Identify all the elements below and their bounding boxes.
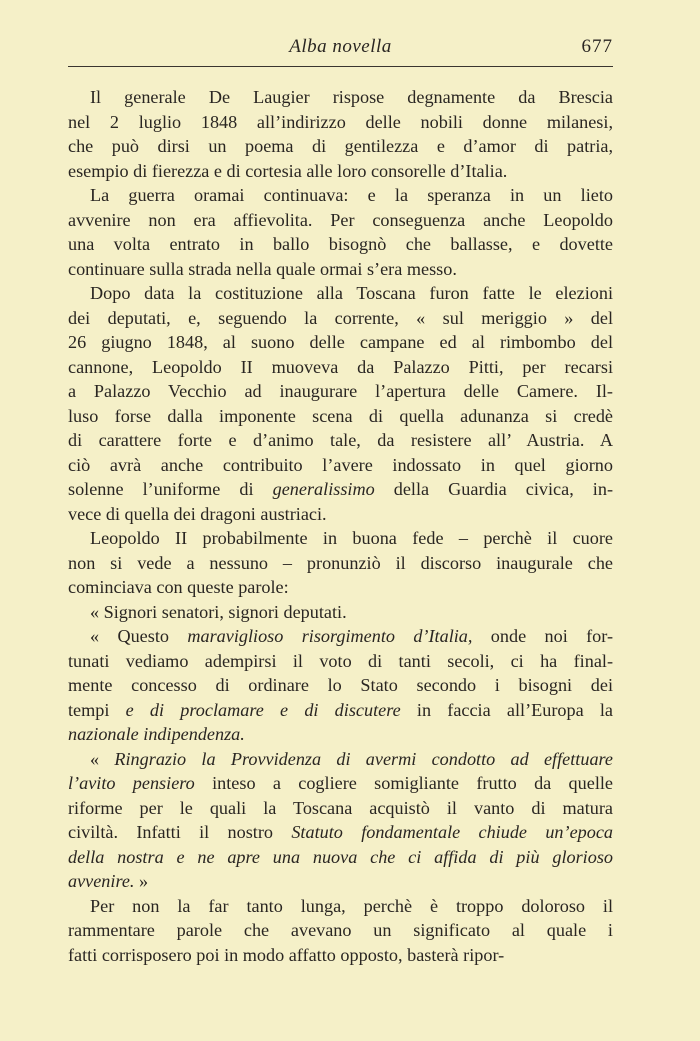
page-header — [68, 36, 613, 64]
text-line: a Palazzo Vecchio ad inaugurare l’apertura delle Camere. Il- — [68, 381, 613, 401]
paragraph — [68, 183, 613, 281]
text-line: cominciava con queste parole: — [68, 577, 289, 597]
text-line: di carattere forte e d’animo tale, da resistere all’ Austria. A — [68, 430, 613, 450]
text-line: « Signori senatori, signori deputati. — [90, 601, 347, 622]
text-line: esempio di fierezza e di cortesia alle loro consorelle d’Italia. — [68, 160, 508, 181]
paragraph — [68, 281, 613, 526]
text-line: una volta entrato in ballo bisognò che ballasse, e dovette — [68, 234, 613, 254]
text-line: tunati vediamo adempirsi il voto di tanti secoli, ci ha final- — [68, 650, 613, 671]
text-line: mente concesso di ordinare lo Stato secondo i bisogni dei — [68, 675, 613, 695]
text-line: che può dirsi un poema di gentilezza e d’amor di patria, — [68, 136, 613, 156]
italic-text: della nostra e ne apre una nuova che ci affida di più glorioso — [68, 846, 613, 867]
text-line — [68, 722, 613, 747]
text-line: civiltà. Infatti il nostro Statuto fondamentale chiude un’epoca — [68, 822, 613, 842]
text-line: avvenire non era affievolita. Per conseguenza anche Leopoldo — [68, 209, 613, 230]
text-line: Leopoldo II probabilmente in buona fede – perchè il cuore — [90, 528, 613, 548]
italic-text: Statuto fondamentale chiude un’epoca — [291, 822, 613, 842]
text-line: tempi e di proclamare e di discutere in faccia all’Europa la — [68, 699, 613, 720]
text-line: nel 2 luglio 1848 all’indirizzo delle nobili donne milanesi, — [68, 111, 613, 132]
text-line: avvenire. » — [68, 871, 149, 891]
text-line: cannone, Leopoldo II muoveva da Palazzo Pitti, per recarsi — [68, 356, 613, 377]
text-line: dei deputati, e, seguendo la corrente, « sul meriggio » del — [68, 307, 613, 328]
paragraph — [68, 624, 613, 747]
page-number: 677 — [581, 36, 613, 57]
italic-text: e di proclamare e di discutere — [125, 699, 401, 720]
text-line: 26 giugno 1848, al suono delle campane ed al rimbombo del — [68, 332, 613, 352]
text-line: vece di quella dei dragoni austriaci. — [68, 503, 327, 524]
text-line: La guerra oramai continuava: e la speranza in un lieto — [90, 185, 613, 205]
paragraph — [68, 600, 613, 625]
text-line: riforme per le quali la Toscana acquistò il vanto di matura — [68, 797, 613, 818]
italic-text: maraviglioso risorgimento d’Italia, — [187, 626, 473, 646]
italic-text: l’avito pensiero — [68, 773, 195, 793]
paragraph — [68, 85, 613, 183]
text-line: non si vede a nessuno – pronunziò il discorso inaugurale che — [68, 552, 613, 573]
body-text — [68, 85, 613, 967]
running-title: Alba novella — [289, 36, 392, 57]
text-line: Per non la far tanto lunga, perchè è troppo doloroso il — [90, 895, 613, 916]
paragraph — [68, 526, 613, 600]
text-line: continuare sulla strada nella quale ormai s’era messo. — [68, 258, 457, 279]
text-line: ciò avrà anche contribuito l’avere indossato in quel giorno — [68, 454, 613, 475]
text-line: Dopo data la costituzione alla Toscana furon fatte le elezioni — [90, 283, 613, 303]
text-line: l’avito pensiero inteso a cogliere somigliante frutto da quelle — [68, 773, 613, 793]
italic-text: generalissimo — [272, 479, 375, 499]
text-line: Il generale De Laugier rispose degnamente da Brescia — [90, 87, 613, 107]
text-line: luso forse dalla imponente scena di quella adunanza si credè — [68, 405, 613, 426]
text-line: « Questo maraviglioso risorgimento d’Italia, onde noi for- — [90, 626, 614, 646]
italic-text: Ringrazio la Provvidenza di avermi condotto ad effettuare — [114, 748, 614, 769]
text-line — [68, 845, 613, 870]
header-rule — [68, 66, 613, 67]
text-line: rammentare parole che avevano un significato al quale i — [68, 920, 613, 940]
italic-text: avvenire. — [68, 871, 135, 891]
text-line: fatti corrisposero poi in modo affatto opposto, basterà ripor- — [68, 944, 505, 965]
italic-text: nazionale indipendenza. — [68, 724, 245, 744]
text-line: solenne l’uniforme di generalissimo della Guardia civica, in- — [68, 479, 613, 499]
text-line: « Ringrazio la Provvidenza di avermi condotto ad effettuare — [90, 748, 614, 769]
paragraph — [68, 747, 613, 894]
paragraph — [68, 894, 613, 968]
